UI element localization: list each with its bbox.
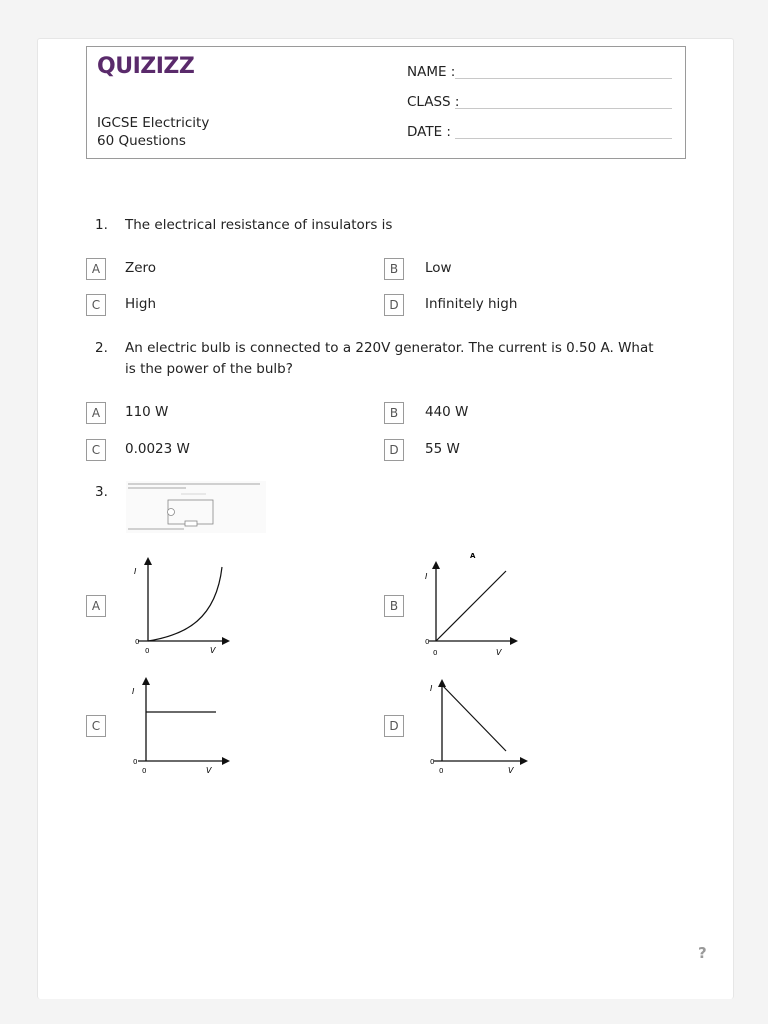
option-d-box[interactable]: D (384, 294, 404, 316)
option-d-box[interactable]: D (384, 439, 404, 461)
worksheet-page (37, 38, 734, 999)
y-axis-label: I (425, 572, 428, 581)
question-count: 60 Questions (97, 133, 186, 149)
worksheet-title-block (97, 114, 209, 150)
x-axis-label: V (508, 766, 514, 775)
option-b-box[interactable]: B (384, 402, 404, 424)
x-axis-label: V (210, 646, 216, 655)
origin-y-label: 0 (135, 638, 140, 646)
class-label: CLASS : (407, 94, 460, 110)
date-line[interactable] (455, 138, 672, 139)
worksheet-header (86, 46, 686, 159)
x-axis-label: V (206, 766, 212, 775)
option-d-text[interactable]: Infinitely high (425, 296, 518, 312)
worksheet-title: IGCSE Electricity (97, 115, 210, 131)
y-axis-label: I (134, 567, 137, 576)
graph-b-title: A (470, 552, 476, 560)
class-field[interactable] (407, 94, 459, 110)
option-c-box[interactable]: C (86, 294, 106, 316)
option-b-box[interactable]: B (384, 258, 404, 280)
origin-y-label: 0 (425, 638, 430, 646)
option-a-box[interactable]: A (86, 402, 106, 424)
option-b-box[interactable]: B (384, 595, 404, 617)
date-label: DATE : (407, 124, 451, 140)
origin-x-label: 0 (439, 767, 444, 775)
origin-x-label: 0 (142, 767, 147, 775)
option-b-text[interactable]: Low (425, 260, 452, 276)
question-number: 2. (95, 340, 108, 356)
quizizz-logo: QUIZIZZ (97, 54, 195, 79)
help-icon[interactable]: ? (698, 944, 707, 962)
y-axis-label: I (132, 687, 135, 696)
name-line[interactable] (455, 78, 672, 79)
question-text: The electrical resistance of insulators is (125, 217, 393, 233)
option-d-text[interactable]: 55 W (425, 441, 460, 457)
origin-y-label: 0 (133, 758, 138, 766)
class-line[interactable] (455, 108, 672, 109)
question-number: 3. (95, 484, 108, 500)
x-axis-label: V (496, 648, 502, 657)
graph-a-curve[interactable] (126, 549, 236, 659)
option-a-box[interactable]: A (86, 595, 106, 617)
y-axis-label: I (430, 684, 433, 693)
option-c-text[interactable]: 0.0023 W (125, 441, 190, 457)
graph-c-constant[interactable] (126, 669, 236, 779)
option-a-text[interactable]: 110 W (125, 404, 169, 420)
date-field[interactable] (407, 124, 451, 140)
question-number: 1. (95, 217, 108, 233)
name-label: NAME : (407, 64, 456, 80)
circuit-diagram-image (126, 481, 266, 533)
graph-d-decreasing[interactable] (424, 669, 534, 779)
origin-x-label: 0 (145, 647, 150, 655)
question-text: An electric bulb is connected to a 220V generator. The current is 0.50 A. What is the power of the bulb? (125, 340, 654, 377)
option-a-text[interactable]: Zero (125, 260, 157, 276)
origin-y-label: 0 (430, 758, 435, 766)
origin-x-label: 0 (433, 649, 438, 657)
option-c-text[interactable]: High (125, 296, 157, 312)
option-c-box[interactable]: C (86, 439, 106, 461)
option-a-box[interactable]: A (86, 258, 106, 280)
option-c-box[interactable]: C (86, 715, 106, 737)
name-field[interactable] (407, 64, 455, 80)
option-d-box[interactable]: D (384, 715, 404, 737)
graph-b-line[interactable] (424, 549, 534, 659)
option-b-text[interactable]: 440 W (425, 404, 469, 420)
